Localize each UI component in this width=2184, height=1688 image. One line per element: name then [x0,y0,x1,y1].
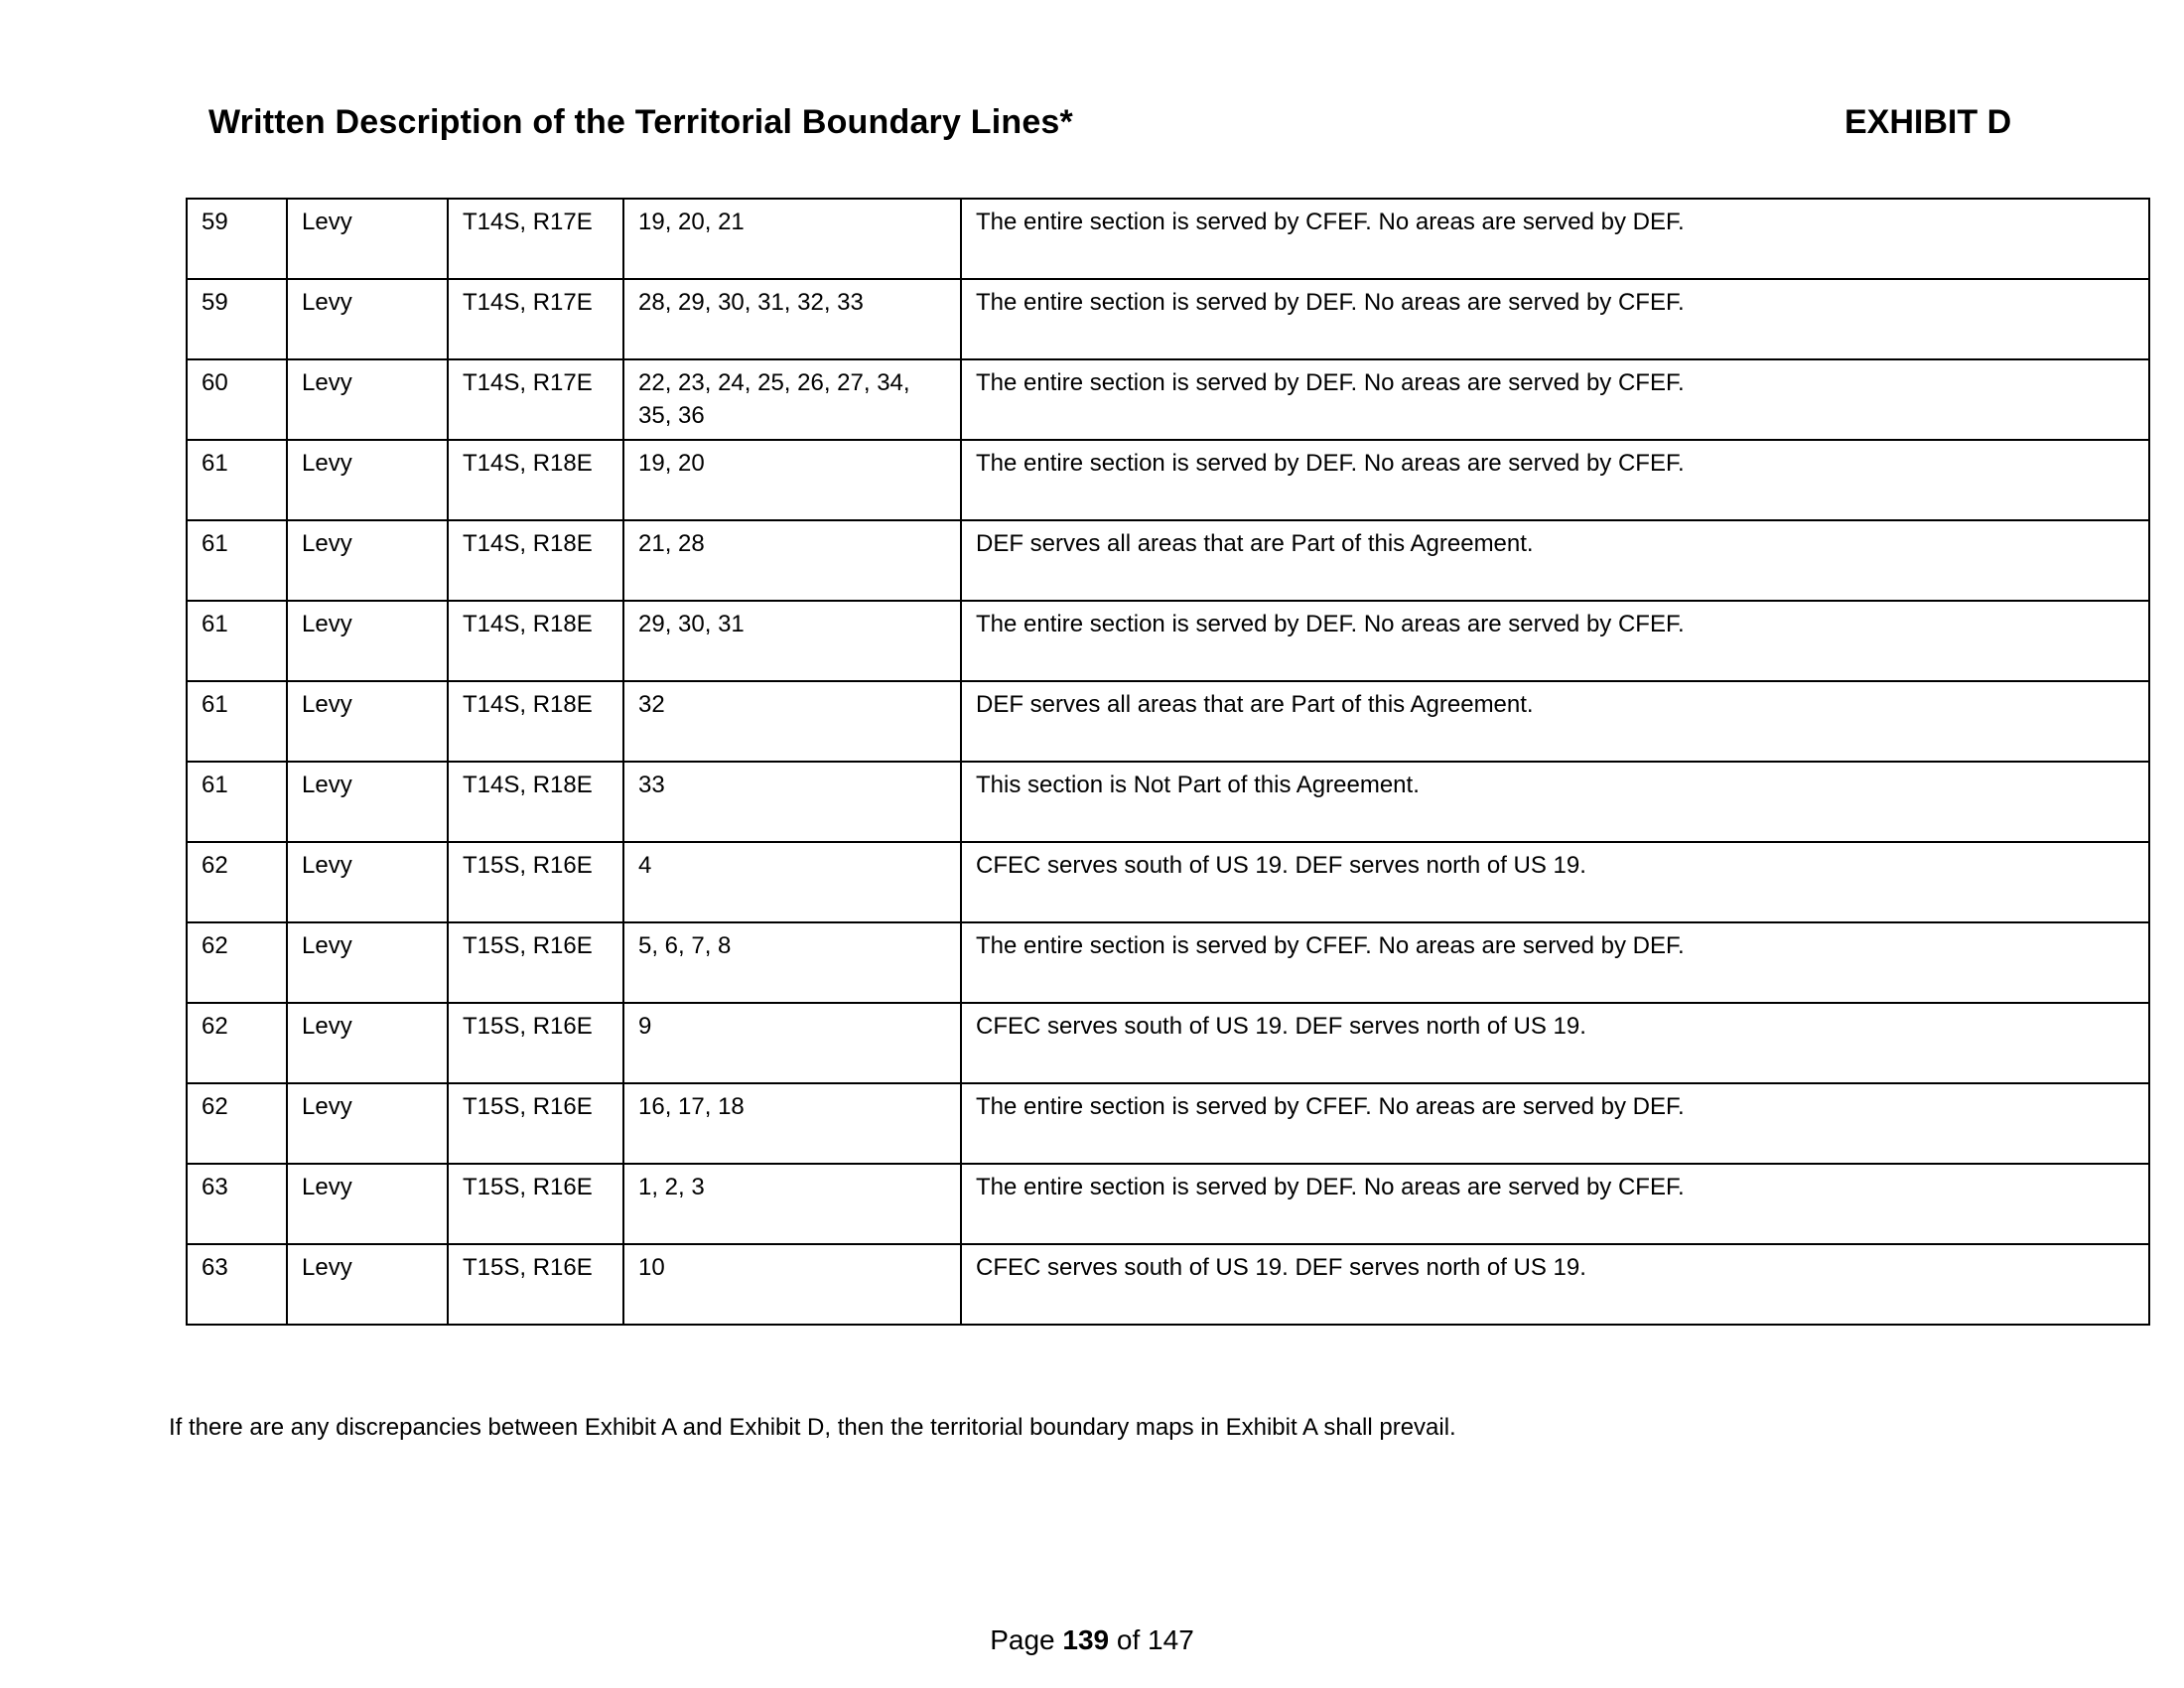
table-row [187,1244,2149,1325]
map-number-cell: 62 [187,922,287,1003]
county-cell: Levy [287,1164,448,1244]
description-cell: DEF serves all areas that are Part of this Agreement. [961,681,2149,762]
map-number-cell: 62 [187,1003,287,1083]
county-cell: Levy [287,1083,448,1164]
township-range-cell: T14S, R17E [448,359,623,440]
county-cell: Levy [287,1244,448,1325]
county-cell: Levy [287,440,448,520]
township-range-cell: T15S, R16E [448,1244,623,1325]
county-cell: Levy [287,601,448,681]
table-row [187,199,2149,279]
exhibit-label: EXHIBIT D [1844,103,2012,141]
map-number-cell: 60 [187,359,287,440]
county-cell: Levy [287,520,448,601]
description-cell: DEF serves all areas that are Part of this Agreement. [961,520,2149,601]
table-row [187,842,2149,922]
table-row [187,279,2149,359]
map-number-cell: 59 [187,279,287,359]
boundary-table [186,198,2150,1326]
table-row [187,1083,2149,1164]
sections-cell: 4 [623,842,961,922]
sections-cell: 32 [623,681,961,762]
page-label: Page [990,1624,1055,1655]
description-cell: The entire section is served by DEF. No areas are served by CFEF. [961,601,2149,681]
page-title: Written Description of the Territorial Boundary Lines* [208,103,1073,141]
description-cell: The entire section is served by DEF. No areas are served by CFEF. [961,279,2149,359]
map-number-cell: 61 [187,520,287,601]
table-row [187,601,2149,681]
table-row [187,440,2149,520]
table-body [187,199,2149,1325]
sections-cell: 28, 29, 30, 31, 32, 33 [623,279,961,359]
county-cell: Levy [287,359,448,440]
description-cell: CFEC serves south of US 19. DEF serves north of US 19. [961,842,2149,922]
table-row [187,762,2149,842]
township-range-cell: T15S, R16E [448,1003,623,1083]
sections-cell: 19, 20 [623,440,961,520]
sections-cell: 9 [623,1003,961,1083]
description-cell: The entire section is served by DEF. No areas are served by CFEF. [961,1164,2149,1244]
township-range-cell: T14S, R18E [448,440,623,520]
map-number-cell: 62 [187,1083,287,1164]
sections-cell: 1, 2, 3 [623,1164,961,1244]
page-of-label: of [1116,1624,1141,1655]
sections-cell: 22, 23, 24, 25, 26, 27, 34, 35, 36 [623,359,961,440]
page-footer [0,1624,2184,1656]
table-row [187,520,2149,601]
sections-cell: 21, 28 [623,520,961,601]
description-cell: The entire section is served by CFEF. No areas are served by DEF. [961,199,2149,279]
township-range-cell: T14S, R18E [448,681,623,762]
township-range-cell: T15S, R16E [448,1083,623,1164]
description-cell: The entire section is served by CFEF. No areas are served by DEF. [961,922,2149,1003]
description-cell: CFEC serves south of US 19. DEF serves north of US 19. [961,1244,2149,1325]
table-row [187,359,2149,440]
map-number-cell: 63 [187,1164,287,1244]
description-cell: The entire section is served by CFEF. No areas are served by DEF. [961,1083,2149,1164]
sections-cell: 33 [623,762,961,842]
page-total: 147 [1148,1624,1194,1655]
county-cell: Levy [287,762,448,842]
county-cell: Levy [287,922,448,1003]
sections-cell: 19, 20, 21 [623,199,961,279]
township-range-cell: T14S, R18E [448,601,623,681]
footnote: If there are any discrepancies between Exhibit A and Exhibit D, then the territorial boundary maps in Exhibit A shall prevail. [169,1414,1456,1441]
county-cell: Levy [287,842,448,922]
township-range-cell: T15S, R16E [448,1164,623,1244]
sections-cell: 29, 30, 31 [623,601,961,681]
sections-cell: 5, 6, 7, 8 [623,922,961,1003]
county-cell: Levy [287,199,448,279]
table-row [187,922,2149,1003]
sections-cell: 16, 17, 18 [623,1083,961,1164]
map-number-cell: 59 [187,199,287,279]
description-cell: This section is Not Part of this Agreement. [961,762,2149,842]
description-cell: The entire section is served by DEF. No areas are served by CFEF. [961,440,2149,520]
township-range-cell: T14S, R17E [448,279,623,359]
page-number: 139 [1062,1624,1110,1655]
map-number-cell: 61 [187,762,287,842]
table-row [187,1003,2149,1083]
township-range-cell: T14S, R18E [448,762,623,842]
map-number-cell: 61 [187,440,287,520]
county-cell: Levy [287,279,448,359]
table-row [187,681,2149,762]
township-range-cell: T14S, R18E [448,520,623,601]
sections-cell: 10 [623,1244,961,1325]
table-row [187,1164,2149,1244]
township-range-cell: T15S, R16E [448,842,623,922]
township-range-cell: T14S, R17E [448,199,623,279]
map-number-cell: 62 [187,842,287,922]
map-number-cell: 63 [187,1244,287,1325]
map-number-cell: 61 [187,601,287,681]
description-cell: The entire section is served by DEF. No areas are served by CFEF. [961,359,2149,440]
township-range-cell: T15S, R16E [448,922,623,1003]
county-cell: Levy [287,1003,448,1083]
map-number-cell: 61 [187,681,287,762]
county-cell: Levy [287,681,448,762]
description-cell: CFEC serves south of US 19. DEF serves north of US 19. [961,1003,2149,1083]
